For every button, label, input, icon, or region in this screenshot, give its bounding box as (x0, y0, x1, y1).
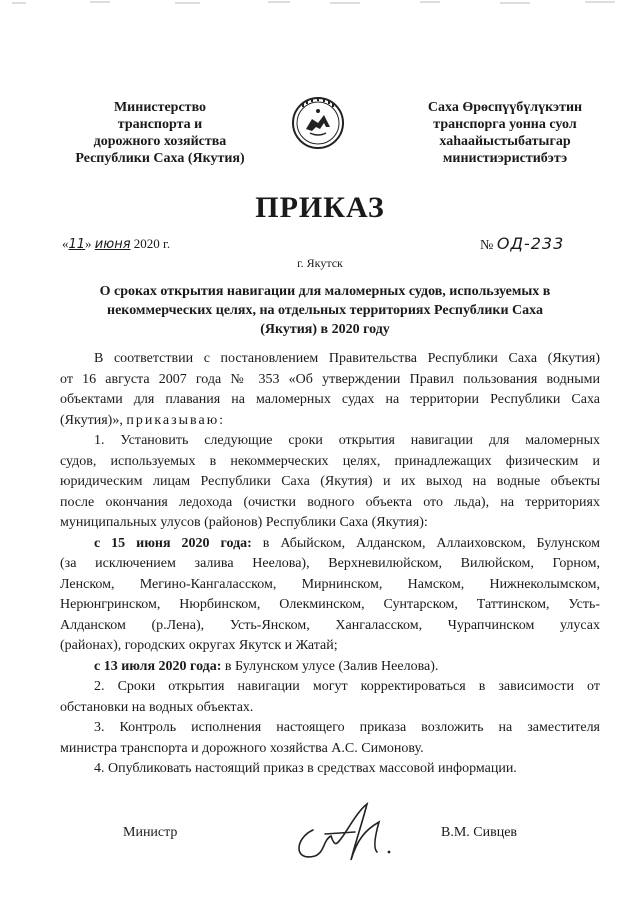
ministry-line: Республики Саха (Якутия) (75, 151, 245, 166)
handwritten-signature (285, 800, 405, 870)
order-subject (80, 282, 570, 339)
body-line: (районах), городских округах Якутск и Жатай; (60, 638, 338, 653)
ministry-line: Министерство (113, 100, 207, 115)
order-day: 11 (68, 237, 86, 252)
number-sign: № (480, 238, 494, 253)
body-line: юридическим лицам Республики Саха (Якутия) и их выход на водные объекты (60, 474, 600, 489)
ministry-line: транспорта и (117, 117, 203, 132)
order-number-value: ОД-233 (496, 234, 565, 253)
body-line: Алданском (р.Лена), Усть-Янском, Хангаласском, Чурапчинском улусах (60, 617, 600, 633)
signatory-name: В.М. Сивцев (441, 825, 518, 840)
body-line: муниципальных улусов (районов) Республики Саха (Якутия): (60, 515, 428, 530)
body-line: 4. Опубликовать настоящий приказ в средствах массовой информации. (94, 761, 517, 776)
order-word: приказываю: (126, 412, 226, 428)
body-line: после окончания ледохода (очистки водного объекта ото льда), на территориях (60, 494, 600, 510)
body-line: обстановки на водных объектах. (60, 699, 254, 715)
ministry-name-sakha (405, 99, 605, 167)
ministry-line: дорожного хозяйства (93, 134, 227, 149)
date1-districts: в Абыйском, Алданском, Аллаиховском, Булунском (262, 535, 601, 551)
order-year: 2020 г. (133, 236, 171, 251)
body-line: В соответствии с постановлением Правительства Республики Саха (Якутия) (94, 351, 600, 366)
scan-artifacts (0, 0, 640, 8)
subject-line: (Якутия) в 2020 году (260, 322, 390, 337)
body-line: от 16 августа 2007 года № 353 «Об утверждении Правил пользования водными (60, 371, 600, 387)
order-date: «11» июня 2020 г. (62, 236, 171, 252)
ministry-name-ru (60, 99, 260, 167)
order-month: июня (94, 237, 131, 252)
body-line: Ленском, Мегино-Кангаласском, Мирнинском, Намском, Нижнеколымском, (60, 576, 600, 592)
ministry-line: транспорга уонна суол (433, 117, 577, 132)
subject-line: О сроках открытия навигации для маломерных судов, используемых в (99, 284, 551, 299)
body-line: объектами для плавания на маломерных судах на территории Республики Саха (60, 392, 600, 407)
body-line: Нерюнгринском, Нюрбинском, Олекминском, Сунтарском, Таттинском, Усть- (60, 597, 600, 612)
body-line: (за исключением залива Неелова), Верхневилюйском, Вилюйском, Горном, (60, 556, 600, 571)
preamble-end: (Якутия)», (60, 412, 123, 428)
date-15-june: с 15 июня 2020 года: (94, 535, 252, 551)
body-line (60, 657, 600, 678)
date-13-july: с 13 июля 2020 года: (94, 658, 222, 674)
body-line: 2. Сроки открытия навигации могут корректироваться в зависимости от (94, 679, 600, 694)
body-line (60, 534, 600, 555)
subject-line: некоммерческих целях, на отдельных территориях Республики Саха (107, 303, 543, 318)
order-number (480, 234, 564, 254)
ministry-line: министиэристибэтэ (442, 151, 568, 166)
order-body (60, 349, 600, 780)
document-title: ПРИКАЗ (255, 191, 385, 224)
order-city: г. Якутск (297, 256, 343, 270)
body-line: 3. Контроль исполнения настоящего приказа возложить на заместителя (94, 720, 600, 735)
coat-of-arms-icon (290, 93, 346, 151)
ministry-line: Саха Өрөспүүбүлүкэтин (427, 100, 583, 115)
body-line (60, 411, 600, 432)
signatory-position: Министр (123, 825, 178, 840)
body-line: судов, используемых в некоммерческих целях, принадлежащих физическим и (60, 453, 600, 469)
date2-districts: в Булунском улусе (Залив Неелова). (224, 658, 439, 674)
body-line: министра транспорта и дорожного хозяйства А.С. Симонову. (60, 740, 424, 756)
body-line: 1. Установить следующие сроки открытия навигации для маломерных (94, 433, 600, 448)
ministry-line: хаhаайыстыбатыгар (439, 134, 571, 149)
